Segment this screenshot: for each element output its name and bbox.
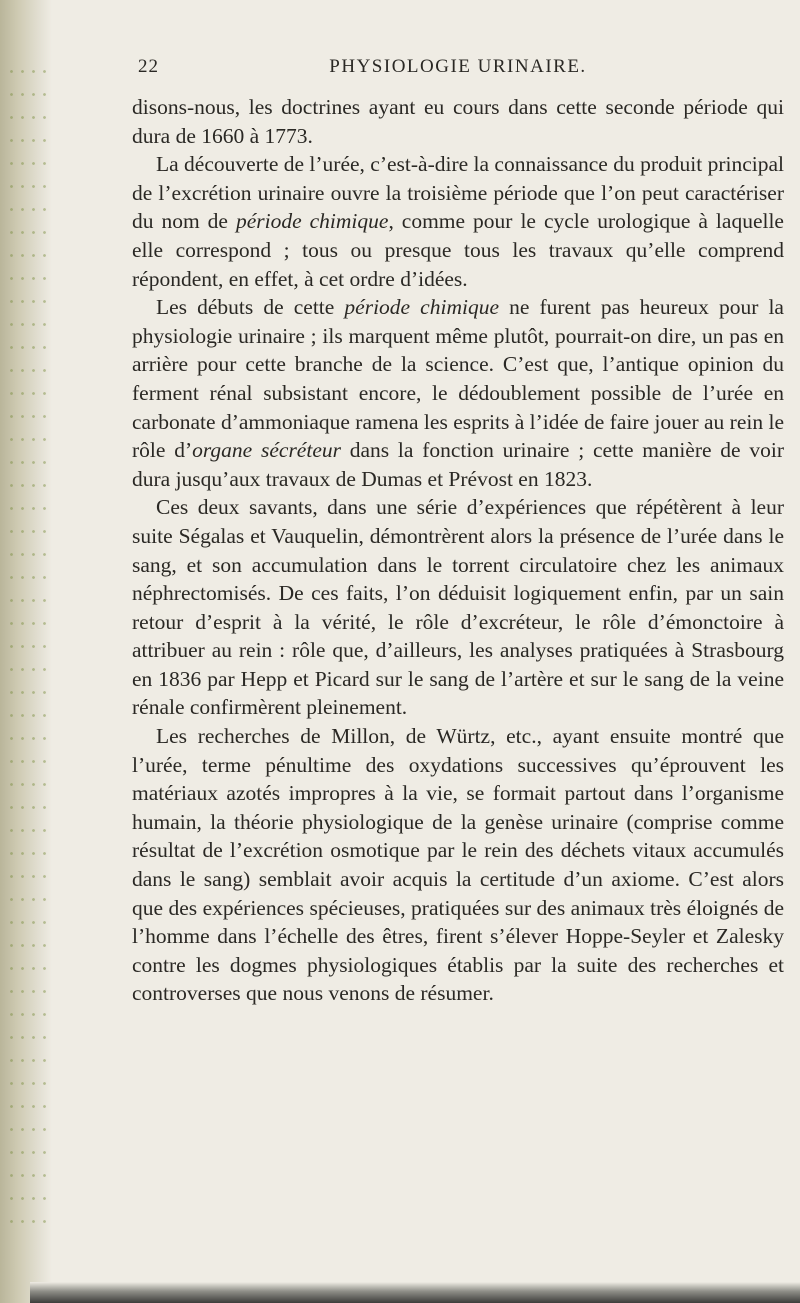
paragraph-4-text: Ces deux savants, dans une série d’expériences que répétèrent à leur suite Ségalas et Vauquelin, démontrèrent alors la présence de l’urée dans le sang, et son accumulation dans le torrent circulatoire chez les animaux néphrectomisés. De ces faits, l’on déduisit logiquement enfin, par un sain retour d’esprit à la vérité, le rôle d’excréteur, le rôle d’émonctoire à attribuer au rein : rôle que, d’ailleurs, les analyses pratiquées à Strasbourg en 1836 par Hepp et Picard sur le sang de l’artère et sur le sang de la veine rénale confirmèrent pleinement.: [132, 495, 784, 720]
paragraph-5: [132, 722, 784, 1008]
page-number: 22: [138, 56, 159, 77]
page-bottom-edge: [30, 1282, 800, 1303]
paragraph-2: [132, 150, 784, 293]
paragraph-1-text: disons-nous, les doctrines ayant eu cours dans cette seconde période qui dura de 1660 à 1773.: [132, 95, 784, 148]
paragraph-5-text: Les recherches de Millon, de Würtz, etc., ayant ensuite montré que l’urée, terme pénultime des oxydations successives qu’éprouvent les matériaux azotés impropres à la vie, se formait partout dans l’organisme humain, la théorie physiologique de la genèse urinaire (comprise comme résultat de l’excrétion osmotique par le rein des déchets vitaux accumulés dans le sang) semblait avoir acquis la certitude d’un axiome. C’est alors que des expériences spécieuses, pratiquées sur des animaux très éloignés de l’homme dans l’échelle des êtres, firent s’élever Hoppe-Seyler et Zalesky contre les dogmes physiologiques établis par la suite des recherches et controverses que nous venons de résumer.: [132, 724, 784, 1006]
term-organe-secreteur: organe sécréteur: [192, 438, 341, 463]
paragraph-4: [132, 493, 784, 722]
paragraph-1: [132, 93, 784, 150]
paragraph-3-text-b: ne furent pas heureux pour la physiologie urinaire ; ils marquent même plutôt, pourrait-on dire, un pas en arrière pour cette branche de la science. C’est que, l’antique opinion du ferment rénal subsistant encore, le dédoublement possible de l’urée en carbonate d’ammoniaque ramena les esprits à l’idée de faire jouer au rein le rôle d’: [132, 295, 784, 463]
page-left-edge: [0, 0, 52, 1303]
paragraph-2-text-b: , comme pour le cycle urologique à laquelle elle correspond ; tous ou presque tous les travaux qu’elle comprend répondent, en effet, à cet ordre d’idées.: [132, 209, 784, 291]
paragraph-3-text-a: Les débuts de cette: [156, 295, 345, 320]
paper-stain: [6, 60, 46, 1240]
paragraph-3: [132, 293, 784, 493]
running-header: [138, 56, 778, 82]
running-title: PHYSIOLOGIE URINAIRE.: [329, 56, 587, 77]
paragraph-2-text-a: La découverte de l’urée, c’est-à-dire la connaissance du produit principal de l’excrétion urinaire ouvre la troisième période que l’on peut caractériser du nom de: [132, 152, 784, 234]
term-periode-chimique-2: période chimique: [344, 295, 499, 320]
paragraph-3-text-c: dans la fonction urinaire ; cette manière de voir dura jusqu’aux travaux de Dumas et Prévost en 1823.: [132, 438, 784, 491]
page-body: [132, 93, 784, 1008]
term-periode-chimique: période chimique: [235, 209, 389, 234]
